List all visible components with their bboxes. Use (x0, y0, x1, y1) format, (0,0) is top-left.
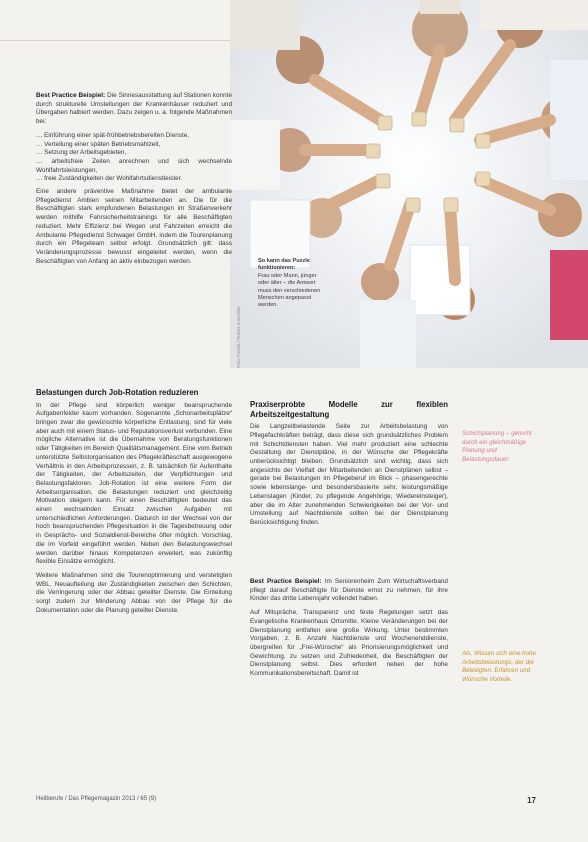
hands-puzzle-illustration (230, 0, 588, 368)
margin-note-orange: Als, Wissen sich eine hohe Arbeitsbelastungs- der die Beteiligten. Erfahren und Wünsche Vorteile. (462, 650, 536, 683)
paragraph: In der Pflege sind körperlich weniger beanspruchende Aufgabenfelder kaum vorhanden. Sogenannte „Schonarbeitsplätze“ bringen zwar die gewünschte körperliche Entlastung, sind für viele aber auch mit einem Status- und Reputationsverlust verbunden. Eine mögliche Alternative ist die Übernahme von Beratungsfunktionen oder Tätigkeiten im Bereich Qualitätsmanagement. Eine vom Betrieb unterstützte Selbstorganisation des Pflegekräfteschaft ausgewogene Verhältnis in den Arbeitsprozessen, z. B. tatsächlich für Aufenthalte der Tätigkeiten, der Arbeitszeiten, der Verpflichtungen und Belastungsfaktoren. Job-Rotation ist eine weitere Form der Arbeitsorganisation, die Belastungen reduziert und gleichzeitig Motivation steigern kann. Für einen Beschäftigten bedeutet das einen wechselnden Einsatz zwischen Aufgaben mit unterschiedlichen Anforderungen. Dadurch ist der Wechsel von der hoch beanspruchenden Pflegesituation in die Tagesbetreuung oder in Gesprächs- und Sozialdienst-Bereiche öfter möglich. Vorschlag, die im Vorfeld eingeführt werden. Neben den Belastungswechsel werden darüber hinaus Kompetenzen erweitert, was zukünftig flexible Einsätze ermöglicht. (36, 401, 232, 566)
paragraph (250, 578, 448, 604)
paragraph (36, 92, 232, 127)
column-right-top (250, 400, 448, 533)
photo-caption (258, 258, 326, 310)
measure-list (36, 132, 232, 184)
list-item: … Setzung der Arbeitsgebieten, (36, 149, 232, 158)
paragraph-text: Im Seniorenheim Zum Wirtschaftsverband pflegt darauf Beschäftigte für Dienste ernst zu nehmen, für ihre Kinder das dritte Lebensjahr vollendet haben. (250, 578, 448, 603)
best-practice-label: Best Practice Beispiel: (36, 92, 106, 99)
paragraph: Auf Mitspräche, Transparenz und feste Regelungen setzt das Evangelische Krankenhaus Ortsmitte. Kleine Veränderungen bei der Dienstplanung entfalten eine große Wirkung. Unter bestimmten Vorgaben, z. B. Anzahl Nachtdienste und Wochenenddienste, übergreifen für „Frei-Wünsche“ als Priorisierungsmöglichkeit und Gewichtung, zu setzen und Zufriedenheit, die Beschäftigten der Dienstplanung selbst. Dies erfordert neben der hohe Kommunikationsbereitschaft. Damit ist (250, 609, 448, 678)
list-item: … freie Zuständigkeiten der Wohlfahrtsdienstleister. (36, 175, 232, 184)
section-heading: Belastungen durch Job-Rotation reduzieren (36, 388, 199, 397)
section-heading: Praxiserprobte Modelle zur flexiblen Arbeitszeitgestaltung (250, 400, 448, 419)
list-item: … arbeitsfreie Zeiten anrechnen und sich wechselnde Wohlfahrtsleistungen, (36, 158, 232, 175)
page-number: 17 (527, 796, 536, 805)
column-left-top (36, 92, 232, 271)
list-item: … Einführung einer spät-frühbetriebsbereiten Dienste, (36, 132, 232, 141)
photo-caption-bold: So kann das Puzzle funktionieren: (258, 258, 310, 272)
photo-credit: Foto: Fotolia / Robert Kneschke (236, 306, 241, 368)
paragraph: Eine andere präventive Maßnahme bietet der ambulante Pflegedienst Ambien seinen Mitarbeitenden an. Die für die Beschäftigten stark empfundenen Belastungen im Straßenverkehr werden mithilfe Fahrsicherheitstrainings für alle Beschäftigten reduziert. Mehr Effizienz bei Wegen und Fahrzeiten erreicht die Ambulante Pflegedienst Schwager GmbH, indem die Tourenplanung durch ein Pflegeteam selbst erfolgt. Grundsätzlich gilt: dass Veränderungsprozesse bewusst eingeleitet werden, wenn die Beschäftigten von Anfang an aktiv einbezogen werden. (36, 188, 232, 265)
photo-caption-text: Frau oder Mann, jünger oder älter – die Antwort muss den verschiedenen Menschen angepasst werden. (258, 272, 321, 309)
column-right-bottom (250, 578, 448, 684)
best-practice-label: Best Practice Beispiel: (250, 578, 322, 585)
column-left-bottom (36, 388, 232, 620)
paragraph: Weitere Maßnahmen sind die Tourenoptimierung und verstetigten WBL. Neuaufteilung der Zuständigkeiten zwischen den Schichten, die Verringerung oder der Abbau geteilter Dienste. Die Einteilung sorgt zudem zur Minderung Abbau von der Pflege für die Dokumentation oder die Planung geteilter Dienste. (36, 571, 232, 614)
paragraph-text: Die Sinnesausstattung auf Stationen konnte durch strukturelle Umstellungen der Krankenhäuser reduziert und Übergaben halbiert werden. Dazu zeigen u. a. folgende Maßnahmen bei: (36, 92, 232, 126)
paragraph: Die Langzeitbelastende Seite zur Arbeitsbelastung von Pflegefachkräften beträgt, dass diese sich grundsätzliches Problem mit Schichtdiensten haben. Viel mehr produziert eine schlechte Gestaltung der Dienstpläne, in der Wünsche der Pflegekräfte unberücksichtigt bleiben. Grundsätzlich sind wichtig, dass sich angesichts der Vielfalt der Mitarbeitenden an Dienstplänen selbst – gerade bei Belastungen im Pflegeberuf im Blick – phasengerechte sowie lebenslange- und besondersbasierte sehr, leistungsmäßige Lebenslagen (Kinder, zu pflegende Angehörige, Wiedereinsteiger), aber die im Alter zunehmenden Schwierigkeiten bei der Vor- und Umstellung auf Nachtdienste sollten bei der Dienstplanung Berücksichtigung finden. (250, 423, 448, 526)
margin-note-pink: Schichtplanung – gerecht durch ein gleichmäßige Planung und Belastungsdauer. (462, 430, 532, 463)
list-item: … Verteilung einer späten Betriebsmahlzeit, (36, 141, 232, 150)
page-footer (36, 796, 536, 805)
hero-photo (230, 0, 588, 368)
publication-name: Heilberufe / Das Pflegemagazin 2013 / 65 (9) (36, 796, 157, 802)
